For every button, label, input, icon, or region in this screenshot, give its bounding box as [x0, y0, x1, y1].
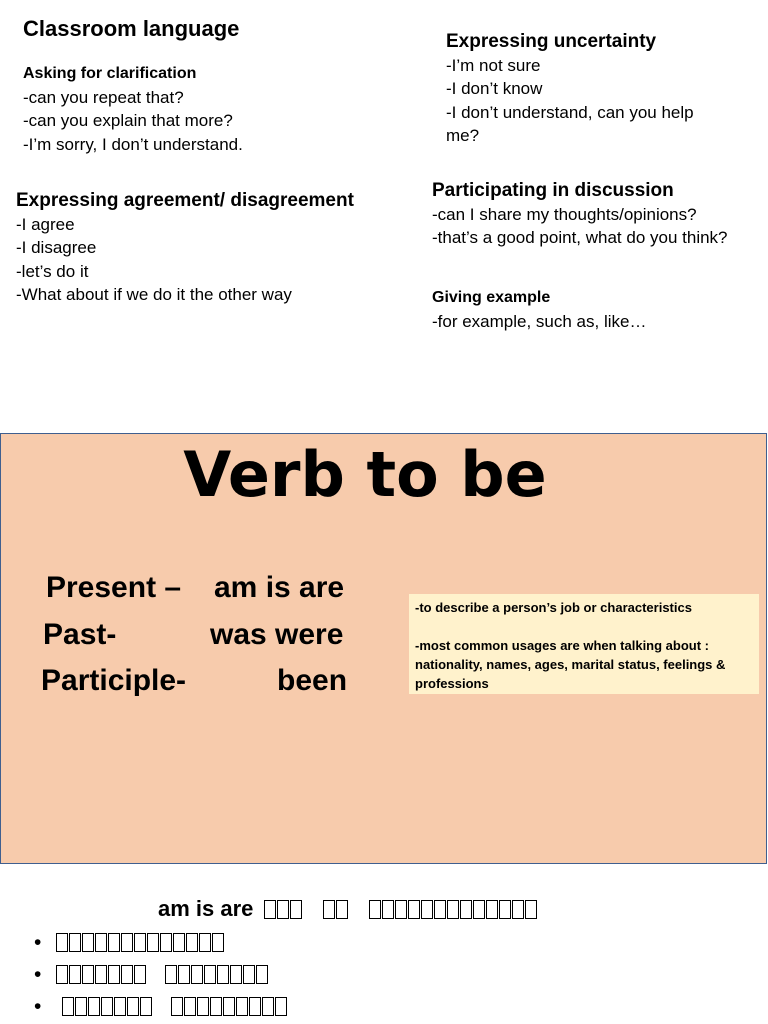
clarification-line: -can you explain that more?	[23, 111, 233, 131]
discussion-section	[432, 179, 728, 250]
verb-to-be-slide	[0, 433, 767, 864]
unrendered-glyphs	[62, 995, 288, 1018]
bullet-item	[34, 993, 288, 1021]
unrendered-glyphs	[56, 963, 269, 986]
uncertainty-line: me?	[446, 126, 480, 146]
agreement-line: -What about if we do it the other way	[16, 285, 292, 305]
slide3-heading-row	[158, 894, 538, 924]
uncertainty-section	[446, 30, 694, 148]
discussion-line: -that’s a good point, what do you think?	[432, 228, 728, 248]
agreement-section	[16, 189, 354, 307]
agreement-line: -I disagree	[16, 238, 97, 258]
slide3-heading: am is are	[158, 896, 254, 921]
agreement-line: -I agree	[16, 215, 75, 234]
unrendered-glyphs	[264, 896, 539, 921]
uncertainty-line: -I don’t understand, can you help	[446, 102, 694, 122]
bullet-dot: •	[34, 995, 42, 1018]
clarification-line: -I’m sorry, I don’t understand.	[23, 134, 243, 154]
am-is-are-slide	[0, 866, 768, 1024]
uncertainty-line: -I’m not sure	[446, 56, 541, 75]
agreement-heading: Expressing agreement/ disagreement	[16, 190, 354, 211]
example-heading: Giving example	[432, 289, 551, 306]
form-value: been	[277, 664, 348, 697]
agreement-line: -let’s do it	[16, 261, 89, 281]
uncertainty-line: -I don’t know	[446, 79, 543, 99]
slide-title: Verb to be	[183, 438, 547, 511]
discussion-line: -can I share my thoughts/opinions?	[432, 205, 697, 224]
form-label: Participle-	[41, 664, 187, 697]
note-line: nationality, names, ages, marital status, feelings &	[415, 657, 726, 672]
clarification-line: -can you repeat that?	[23, 88, 184, 107]
form-label: Past-	[43, 618, 117, 651]
example-section	[432, 286, 646, 333]
clarification-section	[23, 62, 243, 156]
form-value: was were	[210, 618, 344, 651]
bullet-dot: •	[34, 931, 42, 954]
page-title: Classroom language	[23, 16, 240, 41]
note-line: -to describe a person’s job or characteristics	[415, 600, 692, 615]
bullet-item	[34, 929, 225, 957]
unrendered-glyphs	[56, 931, 225, 954]
note-line: professions	[415, 676, 489, 691]
discussion-heading: Participating in discussion	[432, 180, 674, 201]
form-row-participle	[41, 663, 351, 699]
form-label: Present –	[46, 571, 182, 604]
form-row-past	[43, 617, 353, 653]
bullet-item	[34, 961, 269, 989]
usage-note-box	[409, 594, 759, 694]
form-row-present	[46, 570, 356, 606]
note-line: -most common usages are when talking about :	[415, 638, 709, 653]
example-line: -for example, such as, like…	[432, 312, 647, 331]
form-value: am is are	[214, 571, 345, 604]
clarification-heading: Asking for clarification	[23, 65, 197, 82]
uncertainty-heading: Expressing uncertainty	[446, 31, 657, 52]
bullet-dot: •	[34, 963, 42, 986]
